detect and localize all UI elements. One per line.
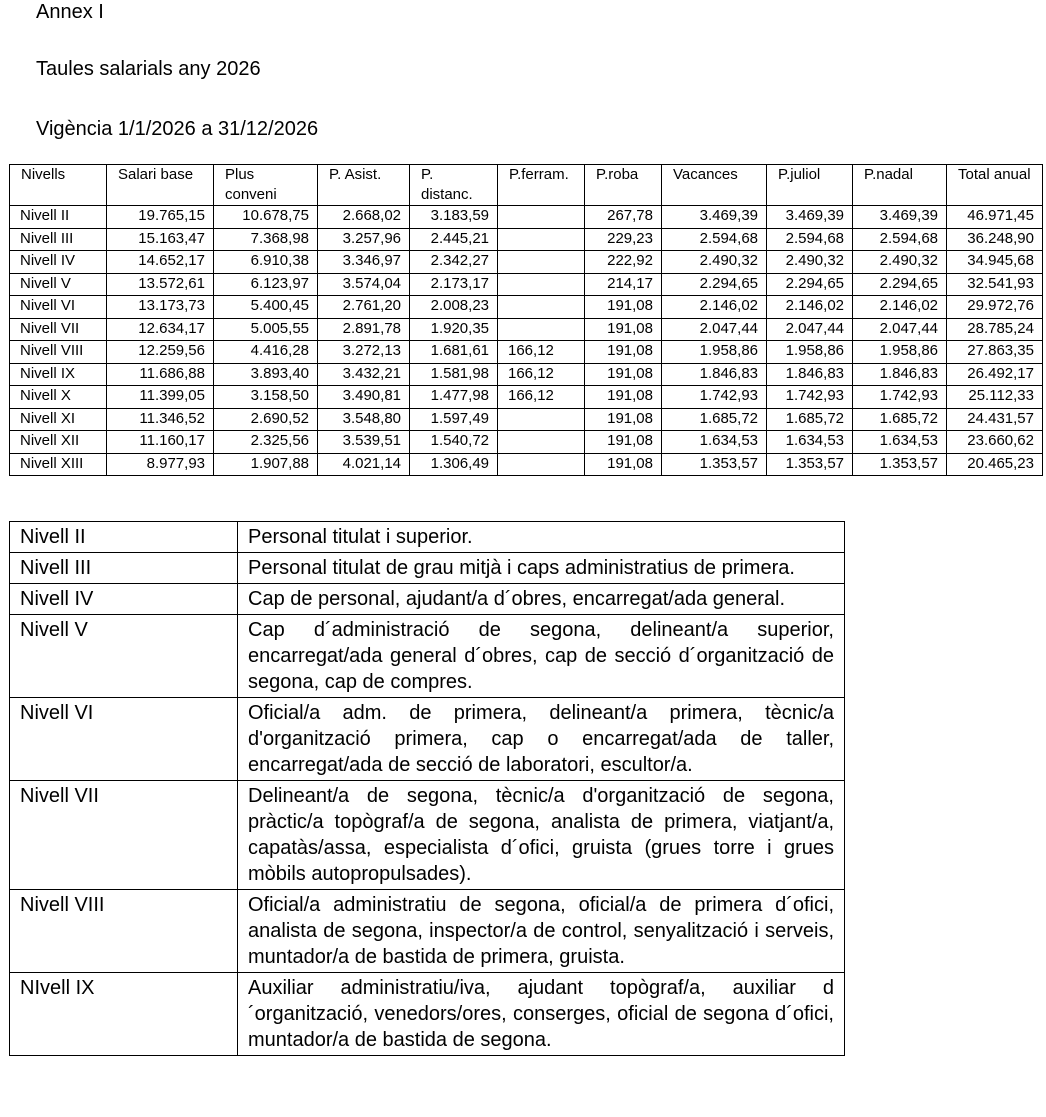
value-cell: 2.008,23 (410, 296, 498, 319)
level-description: Personal titulat i superior. (238, 522, 845, 553)
value-cell: 191,08 (585, 363, 662, 386)
table-row (10, 318, 1043, 341)
value-cell: 3.257,96 (318, 228, 410, 251)
value-cell: 191,08 (585, 318, 662, 341)
value-cell: 2.294,65 (662, 273, 767, 296)
category-row (10, 584, 845, 615)
value-cell: 1.742,93 (662, 386, 767, 409)
value-cell: 3.346,97 (318, 251, 410, 274)
value-cell: 1.846,83 (767, 363, 853, 386)
value-cell: 29.972,76 (947, 296, 1043, 319)
value-cell: 2.594,68 (662, 228, 767, 251)
value-cell: 3.469,39 (662, 206, 767, 229)
value-cell: 1.353,57 (767, 453, 853, 476)
level-cell: Nivell III (10, 228, 107, 251)
level-cell: Nivell XI (10, 408, 107, 431)
value-cell: 7.368,98 (214, 228, 318, 251)
value-cell: 3.539,51 (318, 431, 410, 454)
level-cell: Nivell VIII (10, 341, 107, 364)
value-cell: 1.306,49 (410, 453, 498, 476)
value-cell: 1.685,72 (853, 408, 947, 431)
value-cell: 2.761,20 (318, 296, 410, 319)
value-cell: 20.465,23 (947, 453, 1043, 476)
value-cell: 1.846,83 (853, 363, 947, 386)
value-cell: 14.652,17 (107, 251, 214, 274)
value-cell: 229,23 (585, 228, 662, 251)
value-cell: 2.891,78 (318, 318, 410, 341)
level-cell: Nivell XIII (10, 453, 107, 476)
value-cell: 13.572,61 (107, 273, 214, 296)
level-cell: Nivell XII (10, 431, 107, 454)
value-cell: 1.353,57 (662, 453, 767, 476)
table-row (10, 341, 1043, 364)
value-cell: 1.958,86 (662, 341, 767, 364)
column-header: Plus conveni (214, 165, 318, 206)
level-description: Cap d´administració de segona, delineant/a superior, encarregat/ada general d´obres, cap de secció d´organització de segona, cap de compres. (238, 615, 845, 698)
value-cell: 11.686,88 (107, 363, 214, 386)
table-row (10, 431, 1043, 454)
value-cell: 2.173,17 (410, 273, 498, 296)
value-cell: 28.785,24 (947, 318, 1043, 341)
column-header: Total anual (947, 165, 1043, 206)
value-cell: 166,12 (498, 363, 585, 386)
level-label: Nivell IV (10, 584, 238, 615)
value-cell: 1.685,72 (662, 408, 767, 431)
column-header: P. Asist. (318, 165, 410, 206)
table-row (10, 453, 1043, 476)
value-cell: 1.634,53 (853, 431, 947, 454)
column-header: Nivells (10, 165, 107, 206)
column-header: P.juliol (767, 165, 853, 206)
value-cell: 6.910,38 (214, 251, 318, 274)
value-cell: 19.765,15 (107, 206, 214, 229)
value-cell: 1.581,98 (410, 363, 498, 386)
value-cell: 2.047,44 (853, 318, 947, 341)
level-label: Nivell VIII (10, 890, 238, 973)
salary-table-body (10, 206, 1043, 476)
column-header: Vacances (662, 165, 767, 206)
level-label: Nivell VI (10, 698, 238, 781)
value-cell: 191,08 (585, 431, 662, 454)
level-label: Nivell VII (10, 781, 238, 890)
value-cell: 2.047,44 (662, 318, 767, 341)
table-row (10, 408, 1043, 431)
value-cell: 191,08 (585, 296, 662, 319)
category-table-body (10, 522, 845, 1056)
value-cell: 2.668,02 (318, 206, 410, 229)
value-cell: 1.634,53 (767, 431, 853, 454)
category-table (9, 521, 845, 1056)
value-cell: 222,92 (585, 251, 662, 274)
value-cell: 191,08 (585, 341, 662, 364)
value-cell (498, 206, 585, 229)
level-description: Personal titulat de grau mitjà i caps administratius de primera. (238, 553, 845, 584)
value-cell: 4.021,14 (318, 453, 410, 476)
value-cell (498, 431, 585, 454)
value-cell: 3.272,13 (318, 341, 410, 364)
value-cell: 2.146,02 (767, 296, 853, 319)
level-description: Cap de personal, ajudant/a d´obres, encarregat/ada general. (238, 584, 845, 615)
category-row (10, 698, 845, 781)
value-cell: 3.548,80 (318, 408, 410, 431)
table-row (10, 296, 1043, 319)
category-row (10, 781, 845, 890)
value-cell: 3.432,21 (318, 363, 410, 386)
value-cell: 24.431,57 (947, 408, 1043, 431)
value-cell: 26.492,17 (947, 363, 1043, 386)
value-cell: 267,78 (585, 206, 662, 229)
column-header: P.nadal (853, 165, 947, 206)
value-cell: 27.863,35 (947, 341, 1043, 364)
value-cell: 1.846,83 (662, 363, 767, 386)
level-cell: Nivell VII (10, 318, 107, 341)
value-cell: 1.907,88 (214, 453, 318, 476)
level-label: NIvell IX (10, 973, 238, 1056)
value-cell: 1.958,86 (853, 341, 947, 364)
value-cell: 3.490,81 (318, 386, 410, 409)
value-cell: 2.146,02 (853, 296, 947, 319)
value-cell: 1.920,35 (410, 318, 498, 341)
level-cell: Nivell VI (10, 296, 107, 319)
value-cell: 2.325,56 (214, 431, 318, 454)
value-cell: 46.971,45 (947, 206, 1043, 229)
level-cell: Nivell IV (10, 251, 107, 274)
value-cell: 1.742,93 (853, 386, 947, 409)
value-cell (498, 296, 585, 319)
table-row (10, 363, 1043, 386)
category-row (10, 553, 845, 584)
value-cell (498, 228, 585, 251)
value-cell: 4.416,28 (214, 341, 318, 364)
value-cell: 1.597,49 (410, 408, 498, 431)
value-cell: 3.574,04 (318, 273, 410, 296)
document-title: Taules salarials any 2026 (36, 58, 261, 80)
value-cell: 34.945,68 (947, 251, 1043, 274)
value-cell: 3.893,40 (214, 363, 318, 386)
value-cell: 15.163,47 (107, 228, 214, 251)
validity-period: Vigència 1/1/2026 a 31/12/2026 (36, 118, 319, 140)
category-row (10, 615, 845, 698)
value-cell: 2.690,52 (214, 408, 318, 431)
value-cell: 1.353,57 (853, 453, 947, 476)
table-row (10, 228, 1043, 251)
value-cell: 2.594,68 (853, 228, 947, 251)
value-cell: 2.342,27 (410, 251, 498, 274)
column-header: Salari base (107, 165, 214, 206)
value-cell: 2.594,68 (767, 228, 853, 251)
value-cell: 1.634,53 (662, 431, 767, 454)
value-cell: 3.183,59 (410, 206, 498, 229)
value-cell: 214,17 (585, 273, 662, 296)
value-cell: 1.681,61 (410, 341, 498, 364)
value-cell: 191,08 (585, 453, 662, 476)
table-row (10, 273, 1043, 296)
level-cell: Nivell II (10, 206, 107, 229)
value-cell: 1.958,86 (767, 341, 853, 364)
value-cell: 13.173,73 (107, 296, 214, 319)
value-cell (498, 453, 585, 476)
salary-table (9, 164, 1043, 476)
value-cell: 2.146,02 (662, 296, 767, 319)
value-cell: 3.469,39 (853, 206, 947, 229)
value-cell: 3.158,50 (214, 386, 318, 409)
table-row (10, 206, 1043, 229)
value-cell: 2.445,21 (410, 228, 498, 251)
value-cell: 8.977,93 (107, 453, 214, 476)
value-cell (498, 251, 585, 274)
level-description: Oficial/a administratiu de segona, oficial/a de primera d´ofici, analista de segona, inspector/a de control, senyalització i serveis, muntador/a de bastida de primera, gruista. (238, 890, 845, 973)
value-cell (498, 273, 585, 296)
level-label: Nivell III (10, 553, 238, 584)
value-cell: 2.294,65 (767, 273, 853, 296)
column-header: P. distanc. (410, 165, 498, 206)
value-cell: 1.742,93 (767, 386, 853, 409)
value-cell: 32.541,93 (947, 273, 1043, 296)
level-description: Oficial/a adm. de primera, delineant/a primera, tècnic/a d'organització primera, cap o encarregat/ada de taller, encarregat/ada de secció de laboratori, escultor/a. (238, 698, 845, 781)
level-description: Delineant/a de segona, tècnic/a d'organització de segona, pràctic/a topògraf/a de segona, analista de primera, viatjant/a, capatàs/assa, especialista d´ofici, gruista (grues torre i grues mòbils autopropulsades). (238, 781, 845, 890)
value-cell: 11.346,52 (107, 408, 214, 431)
value-cell: 2.294,65 (853, 273, 947, 296)
level-cell: Nivell V (10, 273, 107, 296)
value-cell: 166,12 (498, 341, 585, 364)
value-cell: 36.248,90 (947, 228, 1043, 251)
category-row (10, 522, 845, 553)
category-row (10, 973, 845, 1056)
value-cell (498, 408, 585, 431)
value-cell: 25.112,33 (947, 386, 1043, 409)
value-cell (498, 318, 585, 341)
value-cell: 166,12 (498, 386, 585, 409)
value-cell: 6.123,97 (214, 273, 318, 296)
column-header: P.roba (585, 165, 662, 206)
category-row (10, 890, 845, 973)
value-cell: 11.160,17 (107, 431, 214, 454)
table-row (10, 386, 1043, 409)
value-cell: 11.399,05 (107, 386, 214, 409)
value-cell: 1.540,72 (410, 431, 498, 454)
value-cell: 23.660,62 (947, 431, 1043, 454)
value-cell: 2.490,32 (853, 251, 947, 274)
salary-table-header (10, 165, 1043, 206)
value-cell: 1.685,72 (767, 408, 853, 431)
value-cell: 12.634,17 (107, 318, 214, 341)
table-row (10, 251, 1043, 274)
value-cell: 191,08 (585, 408, 662, 431)
level-cell: Nivell IX (10, 363, 107, 386)
value-cell: 10.678,75 (214, 206, 318, 229)
level-label: Nivell II (10, 522, 238, 553)
value-cell: 191,08 (585, 386, 662, 409)
value-cell: 12.259,56 (107, 341, 214, 364)
value-cell: 1.477,98 (410, 386, 498, 409)
level-label: Nivell V (10, 615, 238, 698)
level-cell: Nivell X (10, 386, 107, 409)
value-cell: 2.490,32 (662, 251, 767, 274)
level-description: Auxiliar administratiu/iva, ajudant topògraf/a, auxiliar d´organització, venedors/ores, conserges, oficial de segona d´ofici, muntador/a de bastida de segona. (238, 973, 845, 1056)
value-cell: 5.400,45 (214, 296, 318, 319)
value-cell: 2.490,32 (767, 251, 853, 274)
value-cell: 5.005,55 (214, 318, 318, 341)
value-cell: 2.047,44 (767, 318, 853, 341)
annex-title: Annex I (36, 1, 104, 23)
value-cell: 3.469,39 (767, 206, 853, 229)
column-header: P.ferram. (498, 165, 585, 206)
